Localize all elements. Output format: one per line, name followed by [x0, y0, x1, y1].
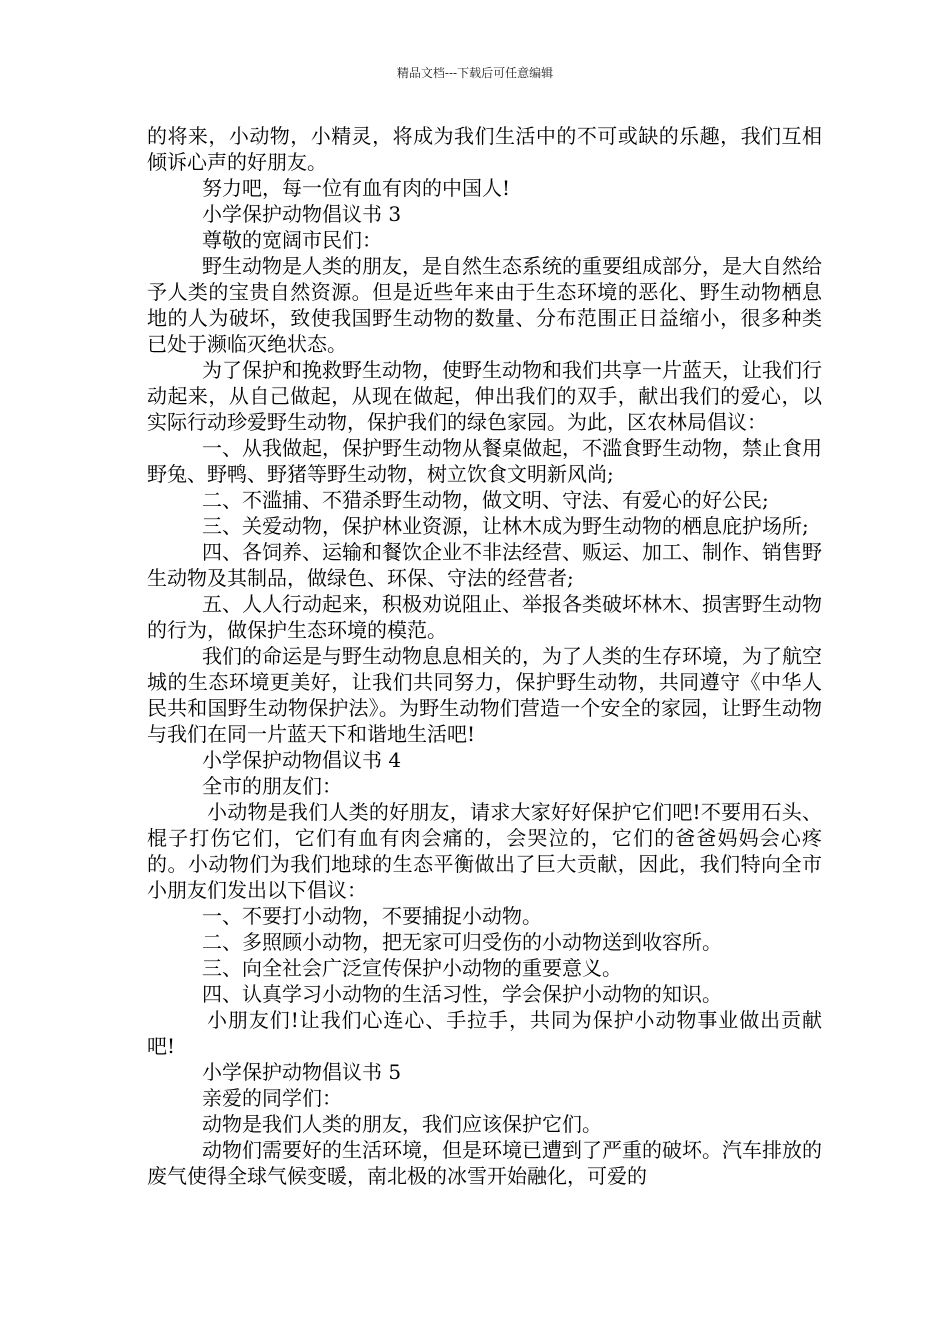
salutation: 尊敬的宽阔市民们：: [202, 228, 382, 252]
salutation: 全市的朋友们：: [202, 774, 342, 798]
list-item: 一、从我做起，保护野生动物从餐桌做起，不滥食野生动物，禁止食用野兔、野鸭、野猪等野生动物，树立饮食文明新风尚;: [147, 436, 822, 486]
list-item: 三、向全社会广泛宣传保护小动物的重要意义。: [202, 956, 622, 980]
section-title: 小学保护动物倡议书 4: [202, 748, 402, 772]
paragraph: 野生动物是人类的朋友，是自然生态系统的重要组成部分，是大自然给予人类的宝贵自然资源。但是近些年来由于生态环境的恶化、野生动物栖息地的人为破坏，致使我国野生动物的数量、分布范围正日益缩小，很多种类已处于濒临灭绝状态。: [147, 254, 822, 356]
paragraph: 动物们需要好的生活环境，但是环境已遭到了严重的破坏。汽车排放的废气使得全球气候变暖，南北极的冰雪开始融化，可爱的: [147, 1138, 822, 1188]
paragraph: 小动物是我们人类的好朋友，请求大家好好保护它们吧!不要用石头、棍子打伤它们，它们有血有肉会痛的，会哭泣的，它们的爸爸妈妈会心疼的。小动物们为我们地球的生态平衡做出了巨大贡献，因此，我们特向全市小朋友们发出以下倡议：: [147, 800, 822, 902]
paragraph: 的将来，小动物，小精灵，将成为我们生活中的不可或缺的乐趣，我们互相倾诉心声的好朋友。: [147, 124, 822, 174]
section-title: 小学保护动物倡议书 3: [202, 202, 402, 226]
list-item: 五、人人行动起来，积极劝说阻止、举报各类破坏林木、损害野生动物的行为，做保护生态环境的模范。: [147, 592, 822, 642]
section-title: 小学保护动物倡议书 5: [202, 1060, 402, 1084]
list-item: 二、不滥捕、不猎杀野生动物，做文明、守法、有爱心的好公民;: [202, 488, 769, 512]
list-item: 四、各饲养、运输和餐饮企业不非法经营、贩运、加工、制作、销售野生动物及其制品，做绿色、环保、守法的经营者;: [147, 540, 822, 590]
list-item: 四、认真学习小动物的生活习性，学会保护小动物的知识。: [202, 982, 722, 1006]
list-item: 三、关爱动物，保护林业资源，让林木成为野生动物的栖息庇护场所;: [202, 514, 809, 538]
paragraph: 我们的命运是与野生动物息息相关的，为了人类的生存环境，为了航空城的生态环境更美好，让我们共同努力，保护野生动物，共同遵守《中华人民共和国野生动物保护法》。为野生动物们营造一个安全的家园，让野生动物与我们在同一片蓝天下和谐地生活吧!: [147, 644, 822, 746]
paragraph: 努力吧，每一位有血有肉的中国人!: [202, 176, 511, 200]
paragraph: 动物是我们人类的朋友，我们应该保护它们。: [202, 1112, 602, 1136]
list-item: 一、不要打小动物，不要捕捉小动物。: [202, 904, 542, 928]
paragraph: 小朋友们!让我们心连心、手拉手，共同为保护小动物事业做出贡献吧!: [147, 1008, 822, 1058]
salutation: 亲爱的同学们：: [202, 1086, 342, 1110]
list-item: 二、多照顾小动物，把无家可归受伤的小动物送到收容所。: [202, 930, 722, 954]
paragraph: 为了保护和挽救野生动物，使野生动物和我们共享一片蓝天，让我们行动起来，从自己做起，从现在做起，伸出我们的双手，献出我们的爱心，以实际行动珍爱野生动物，保护我们的绿色家园。为此，区农林局倡议：: [147, 358, 822, 434]
document-body: [147, 123, 822, 1189]
page-header: 精品文档---下载后可任意编辑: [396, 66, 554, 80]
